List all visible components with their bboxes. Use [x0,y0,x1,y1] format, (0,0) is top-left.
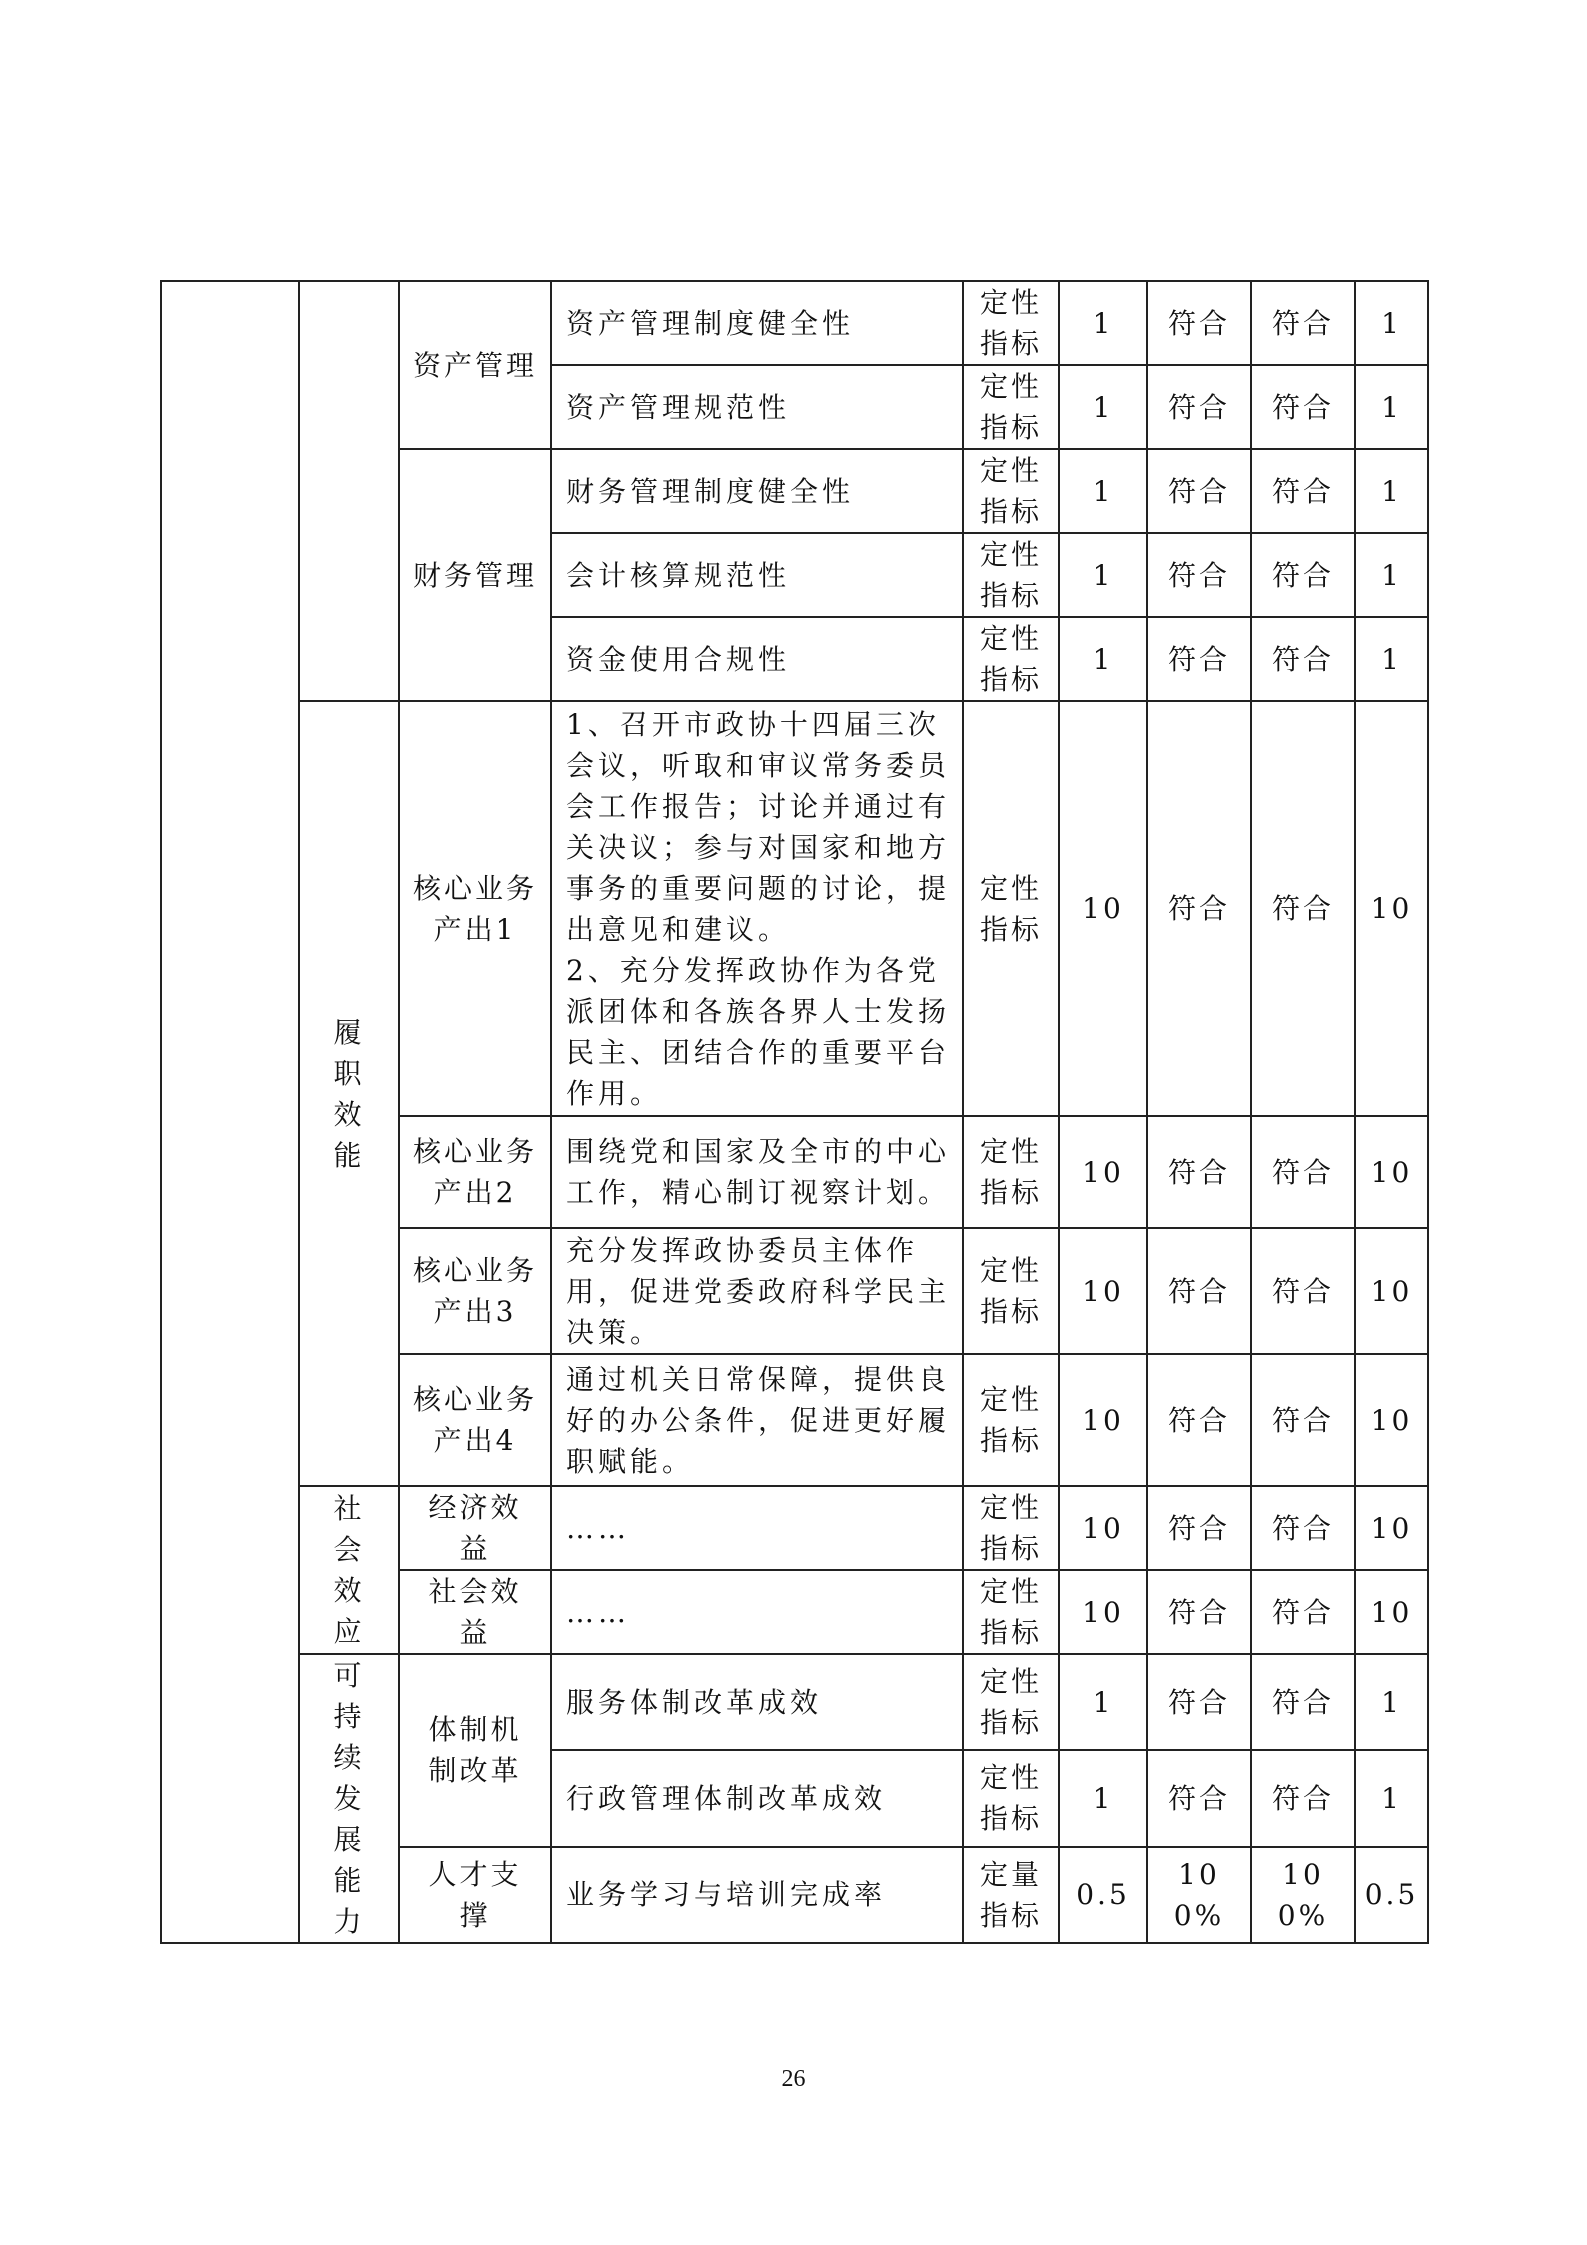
indicator-type-cell: 定性指标 [963,365,1059,449]
actual-value-cell: 符合 [1251,1116,1355,1228]
target-value-cell: 符合 [1147,617,1251,701]
actual-value-cell: 符合 [1251,281,1355,365]
third-level-indicator-cell: 核心业务产出3 [399,1228,551,1354]
target-value-cell: 100% [1147,1847,1251,1943]
actual-value-cell: 100% [1251,1847,1355,1943]
third-level-indicator-cell: 社会效益 [399,1570,551,1654]
score-cell: 10 [1355,1354,1428,1486]
score-cell: 10 [1355,1486,1428,1570]
content-paragraph-2: 2、充分发挥政协作为各党派团体和各族各界人士发扬民主、团结合作的重要平台作用。 [566,954,951,1110]
second-level-indicator-cell: 履职效能 [299,701,399,1486]
weight-cell: 1 [1059,1654,1147,1750]
table-row [161,1654,1428,1750]
actual-value-cell: 符合 [1251,1228,1355,1354]
indicator-type-cell: 定性指标 [963,449,1059,533]
target-value-cell: 符合 [1147,1654,1251,1750]
weight-cell: 1 [1059,1750,1147,1846]
indicator-type-cell: 定性指标 [963,1354,1059,1486]
weight-cell: 10 [1059,1116,1147,1228]
target-value-cell: 符合 [1147,365,1251,449]
indicator-type-cell: 定性指标 [963,281,1059,365]
third-level-indicator-cell: 核心业务产出2 [399,1116,551,1228]
table-row [161,701,1428,1116]
weight-cell: 1 [1059,449,1147,533]
page-number: 26 [781,2066,806,2092]
indicator-content-cell: 业务学习与培训完成率 [551,1847,963,1943]
score-cell: 0.5 [1355,1847,1428,1943]
weight-cell: 10 [1059,1486,1147,1570]
actual-value-cell: 符合 [1251,1654,1355,1750]
weight-cell: 10 [1059,1354,1147,1486]
weight-cell: 1 [1059,281,1147,365]
score-cell: 1 [1355,1750,1428,1846]
indicator-content-cell: …… [551,1486,963,1570]
target-value-cell: 符合 [1147,281,1251,365]
indicator-content-cell [551,701,963,1116]
target-value-cell: 符合 [1147,1570,1251,1654]
indicator-content-cell: 资金使用合规性 [551,617,963,701]
target-value-cell: 符合 [1147,449,1251,533]
third-level-indicator-cell: 体制机制改革 [399,1654,551,1847]
actual-value-cell: 符合 [1251,1486,1355,1570]
weight-cell: 1 [1059,617,1147,701]
indicator-content-cell: …… [551,1570,963,1654]
score-cell: 1 [1355,449,1428,533]
actual-value-cell: 符合 [1251,1750,1355,1846]
table-row [161,1486,1428,1570]
target-value-cell: 符合 [1147,1116,1251,1228]
weight-cell: 10 [1059,1570,1147,1654]
indicator-content-cell: 财务管理制度健全性 [551,449,963,533]
score-cell: 1 [1355,533,1428,617]
actual-value-cell: 符合 [1251,449,1355,533]
actual-value-cell: 符合 [1251,701,1355,1116]
target-value-cell: 符合 [1147,533,1251,617]
indicator-content-cell: 充分发挥政协委员主体作用，促进党委政府科学民主决策。 [551,1228,963,1354]
weight-cell: 10 [1059,1228,1147,1354]
indicator-type-cell: 定性指标 [963,1228,1059,1354]
third-level-indicator-cell: 资产管理 [399,281,551,449]
indicator-content-cell: 行政管理体制改革成效 [551,1750,963,1846]
third-level-indicator-cell: 人才支撑 [399,1847,551,1943]
target-value-cell: 符合 [1147,1486,1251,1570]
indicator-type-cell: 定性指标 [963,1654,1059,1750]
third-level-indicator-cell: 财务管理 [399,449,551,701]
indicator-type-cell: 定性指标 [963,1486,1059,1570]
indicator-type-cell: 定量指标 [963,1847,1059,1943]
score-cell: 1 [1355,1654,1428,1750]
score-cell: 10 [1355,1228,1428,1354]
weight-cell: 1 [1059,365,1147,449]
indicator-content-cell: 会计核算规范性 [551,533,963,617]
indicator-content-cell: 资产管理制度健全性 [551,281,963,365]
indicator-content-cell: 通过机关日常保障，提供良好的办公条件，促进更好履职赋能。 [551,1354,963,1486]
actual-value-cell: 符合 [1251,1570,1355,1654]
indicator-type-cell: 定性指标 [963,701,1059,1116]
actual-value-cell: 符合 [1251,533,1355,617]
performance-evaluation-table [160,280,1429,1944]
content-paragraph-1: 1、召开市政协十四届三次会议，听取和审议常务委员会工作报告；讨论并通过有关决议；参与对国家和地方事务的重要问题的讨论，提出意见和建议。 [566,708,951,946]
score-cell: 10 [1355,701,1428,1116]
score-cell: 10 [1355,1116,1428,1228]
indicator-content-cell: 资产管理规范性 [551,365,963,449]
score-cell: 1 [1355,365,1428,449]
indicator-type-cell: 定性指标 [963,533,1059,617]
score-cell: 1 [1355,281,1428,365]
actual-value-cell: 符合 [1251,617,1355,701]
indicator-type-cell: 定性指标 [963,617,1059,701]
score-cell: 1 [1355,617,1428,701]
indicator-type-cell: 定性指标 [963,1116,1059,1228]
second-level-indicator-cell: 可持续发展能力 [299,1654,399,1943]
actual-value-cell: 符合 [1251,1354,1355,1486]
target-value-cell: 符合 [1147,1228,1251,1354]
second-level-indicator-cell [299,281,399,701]
first-level-indicator-cell [161,281,299,1943]
score-cell: 10 [1355,1570,1428,1654]
indicator-content-cell: 服务体制改革成效 [551,1654,963,1750]
table-row [161,281,1428,365]
third-level-indicator-cell: 核心业务产出1 [399,701,551,1116]
indicator-type-cell: 定性指标 [963,1570,1059,1654]
actual-value-cell: 符合 [1251,365,1355,449]
second-level-indicator-cell: 社会效应 [299,1486,399,1654]
third-level-indicator-cell: 经济效益 [399,1486,551,1570]
indicator-content-cell: 围绕党和国家及全市的中心工作，精心制订视察计划。 [551,1116,963,1228]
weight-cell: 10 [1059,701,1147,1116]
target-value-cell: 符合 [1147,1354,1251,1486]
target-value-cell: 符合 [1147,701,1251,1116]
weight-cell: 1 [1059,533,1147,617]
third-level-indicator-cell: 核心业务产出4 [399,1354,551,1486]
weight-cell: 0.5 [1059,1847,1147,1943]
target-value-cell: 符合 [1147,1750,1251,1846]
indicator-type-cell: 定性指标 [963,1750,1059,1846]
